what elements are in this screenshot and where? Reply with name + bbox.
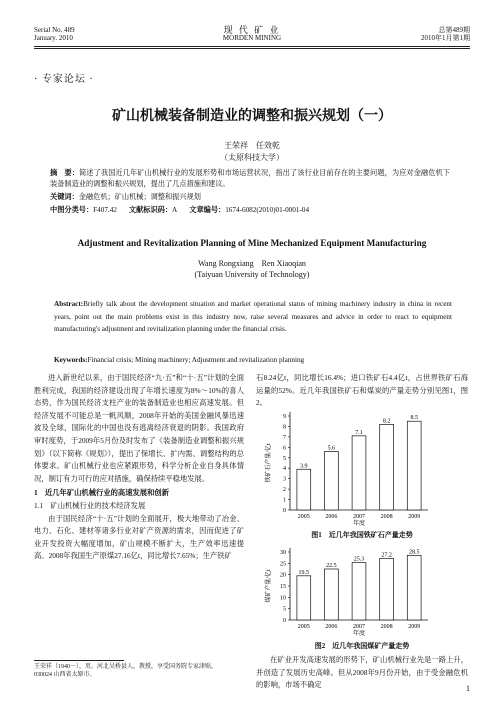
keywords-cn-label: 关键词： <box>50 193 79 201</box>
fig1-y-tick-label: 2 <box>283 487 286 494</box>
fig2-data-label-2006: 22.5 <box>326 563 337 569</box>
abstract-cn <box>50 168 450 190</box>
fig1-data-label-2005: 3.9 <box>300 463 308 470</box>
subsection-heading-1-1: 1.1 矿山机械行业的技术经济发展 <box>34 500 146 510</box>
fig1-bar-2007 <box>352 436 366 510</box>
fig2-x-tick-label-2005: 2005 <box>297 624 310 630</box>
fig2-bar-2009 <box>407 555 421 620</box>
authors-en: Wang Rongxiang Ren Xiaoqian <box>198 259 306 268</box>
fig1-y-tick-label: 6 <box>283 445 286 452</box>
abstract-cn-label: 摘 要： <box>50 169 80 177</box>
article-id-label: 文章编号： <box>189 206 226 214</box>
keywords-cn-text: 金融危机；矿山机械；调整和振兴规划 <box>78 193 201 201</box>
right-column-bottom <box>256 654 468 692</box>
figure-1-svg <box>258 408 468 528</box>
fig1-y-label: 铁矿石产量/亿t <box>266 443 272 483</box>
fig2-x-tick-label-2008: 2008 <box>380 624 393 630</box>
fig1-bar-2009 <box>407 421 421 510</box>
figure-2-svg <box>258 544 468 638</box>
fig2-x-tick-label-2007: 2007 <box>353 624 365 630</box>
fig2-y-tick-label: 10 <box>280 595 286 602</box>
section-tag: · 专家论坛 · <box>34 74 94 85</box>
fig1-y-tick-label: 1 <box>283 497 286 504</box>
figure-1-chart <box>258 408 468 528</box>
issue-date-cn: 2010年1月第1期 <box>421 34 470 42</box>
classification-line <box>50 205 450 216</box>
fig2-x-tick-label-2006: 2006 <box>325 624 338 630</box>
figure-1-caption: 图1 近几年我国铁矿石产量走势 <box>311 531 413 539</box>
fig1-data-label-2007: 7.1 <box>355 429 363 436</box>
fig1-data-label-2009: 8.5 <box>410 415 418 422</box>
fig1-y-tick-label: 3 <box>283 476 286 483</box>
fig1-x-tick-label-2008: 2008 <box>380 514 393 520</box>
footnote: 王荣祥（1940－），男，河北吴桥县人，教授，享受国务院专家津贴，030024 山西省太原市。 <box>34 664 218 678</box>
header-rule <box>34 46 470 47</box>
fig2-data-label-2005: 19.5 <box>298 569 310 576</box>
fig1-data-label-2006: 5.6 <box>327 445 336 452</box>
fig1-x-label: 年度 <box>352 521 366 527</box>
fig2-data-label-2008: 27.2 <box>381 552 392 559</box>
fig1-y-tick-label: 9 <box>283 414 286 420</box>
fig1-bar-2008 <box>380 424 394 510</box>
fig1-y-tick-label: 0 <box>283 508 286 514</box>
fig2-y-tick-label: 15 <box>280 584 286 590</box>
journal-name-cn: 现 代 矿 业 <box>223 25 281 35</box>
left-column <box>34 372 244 563</box>
figure-2-chart <box>258 544 468 638</box>
fig2-y-tick-label: 30 <box>280 550 286 556</box>
fig2-y-label: 煤矿产量/亿t <box>266 569 272 603</box>
fig1-bar-2006 <box>325 452 339 510</box>
fig2-y-tick-label: 20 <box>280 572 286 579</box>
fig1-x-tick-label-2007: 2007 <box>353 514 365 520</box>
total-issue: 总第489期 <box>438 26 470 34</box>
clc-label: 中图分类号： <box>50 206 94 214</box>
keywords-cn <box>50 192 450 203</box>
doc-code-label: 文献标识码： <box>128 206 173 214</box>
affiliation-cn: （太原科技大学） <box>220 153 284 162</box>
fig1-y-tick-label: 4 <box>283 466 286 473</box>
journal-name-en: MORDEN MINING <box>222 34 282 42</box>
fig1-x-tick-label-2009: 2009 <box>408 514 421 520</box>
body-paragraph-1: 进入新世纪以来，由于国民经济“九·五”和“十·五”计划的全面胜利完成，我国的经济建设出现了年增长速度为8%～10%的喜人态势，作为国民经济支柱产业的装备制造业也相应高速发展。但经济发展不可能总是一帆风顺，2008年开始的美国金融风暴迅速波及全球，国际化的中国也没有逃离经济衰退的阴影。我国政府审时度势，于2009年5月份及时发布了《装备制造业调整和振兴规划》（以下简称《规划》），提出了保增长、扩内需、调整结构的总体要求。矿山机械行业也应紧跟形势，科学分析企业自身具体情况，制订有力可行的应对措施，确保持续平稳地发展。 <box>34 373 244 483</box>
fig1-data-label-2008: 8.2 <box>382 418 391 425</box>
fig2-bar-2006 <box>325 569 339 620</box>
fig2-data-label-2007: 25.3 <box>353 556 365 563</box>
fig1-x-tick-label-2006: 2006 <box>325 514 338 520</box>
footnote-rule <box>34 660 124 661</box>
abstract-en <box>54 298 452 336</box>
header-right <box>370 26 470 42</box>
fig1-y-tick-label: 8 <box>283 424 286 431</box>
fig2-y-tick-label: 5 <box>283 606 286 613</box>
abstract-en-label: Abstract: <box>54 300 84 308</box>
page-number: 1 <box>466 684 470 693</box>
article-id-value: 1674-6082(2010)01-0001-04 <box>225 206 310 214</box>
issue-date-en: January. 2010 <box>34 34 73 42</box>
fig1-y-tick-label: 7 <box>283 434 286 441</box>
abstract-cn-text: 简述了我国近几年矿山机械行业的发展形势和市场运营状况，指出了该行业目前存在的主要问题，为应对金融危机下装备制造业的调整和振兴规划，提出了几点措施和建议。 <box>50 169 450 188</box>
english-title: Adjustment and Revitalization Planning of Mine Mechanized Equipment Manufacturing <box>77 238 427 248</box>
fig2-data-label-2009: 28.5 <box>408 549 420 556</box>
paper-title: 矿山机械装备制造业的调整和振兴规划（一） <box>112 109 392 124</box>
fig2-x-label: 年度 <box>352 631 366 637</box>
fig1-x-tick-label-2005: 2005 <box>297 514 310 520</box>
affiliation-en: (Taiyuan University of Technology) <box>194 270 310 279</box>
abstract-en-text: Briefly talk about the development situation and market operational status of mining machinery industry in china in recent years, point out the main problems exist in this industry now, raise several measures and advice in order to react to equipment manufacturing's adjustment and revitalization planning under the financial crisis. <box>54 300 452 333</box>
fig2-bar-2008 <box>380 558 394 620</box>
right-paragraph-1: 石8.24亿t，同比增长16.4%；进口铁矿石4.4亿t，占世界铁矿石海运量的52%。近几年我国铁矿石和煤炭的产量走势分别见图1，图2。 <box>256 373 468 408</box>
fig2-x-tick-label-2009: 2009 <box>408 624 421 630</box>
header-rule-thin <box>34 48 470 49</box>
fig2-y-tick-label: 25 <box>280 561 286 568</box>
right-paragraph-2: 在矿业开发高速发展的形势下，矿山机械行业先是一路上升，并创造了发展历史高峰。但从2008年9月份开始，由于受金融危机的影响，市场不确定 <box>256 655 468 690</box>
fig1-bar-2005 <box>297 469 311 510</box>
body-paragraph-2: 由于国民经济“十·五”计划的全面展开，极大地带动了冶金、电力、石化、建材等诸多行业对矿产资源的需求，因而促进了矿业开发投资大幅度增加，矿山规模不断扩大，生产效率迅速提高。2008年我国生产原煤27.16亿t，同比增长7.65%；生产铁矿 <box>34 513 244 561</box>
fig2-bar-2007 <box>352 563 366 620</box>
keywords-en <box>54 354 452 367</box>
fig1-y-tick-label: 5 <box>283 455 286 462</box>
keywords-en-text: Financial crisis; Mining machinery; Adjustment and revitalization planning <box>87 356 305 364</box>
doc-code-value: A <box>172 206 178 214</box>
right-column-top <box>256 372 468 410</box>
fig2-bar-2005 <box>297 576 311 620</box>
serial-number: Serial No. 489 <box>34 26 75 34</box>
authors-cn: 王荣祥 任效乾 <box>224 141 280 150</box>
clc-value: F407.42 <box>93 206 117 214</box>
fig2-y-tick-label: 0 <box>283 618 286 624</box>
section-heading-1: 1 近几年矿山机械行业的高速发展和创新 <box>34 488 169 498</box>
figure-2-caption: 图2 近几年我国煤矿产量走势 <box>314 642 410 650</box>
keywords-en-label: Keywords: <box>54 356 88 364</box>
